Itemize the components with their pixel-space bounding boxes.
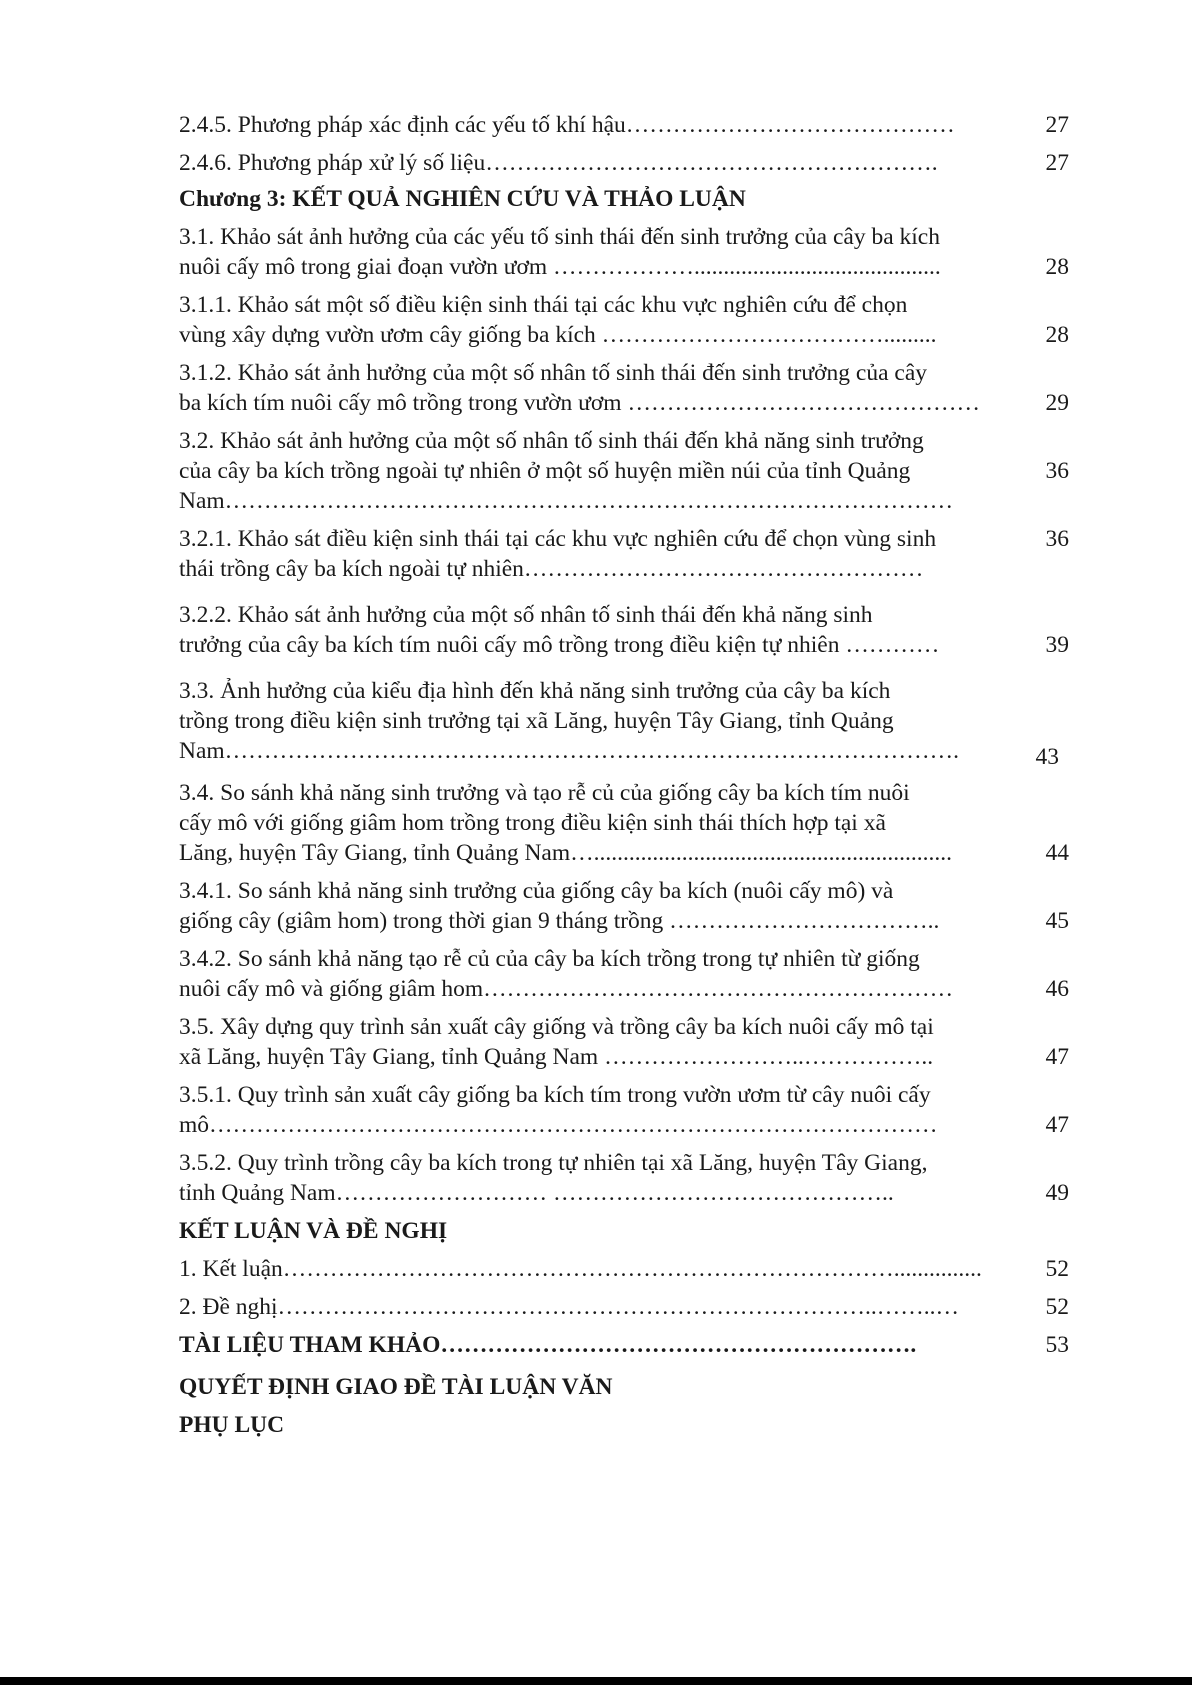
conclusion-heading: KẾT LUẬN VÀ ĐỀ NGHỊ xyxy=(179,1218,448,1244)
toc-page-number: 52 xyxy=(1045,1256,1069,1282)
toc-page-number: 36 xyxy=(1045,458,1069,484)
toc-entry-3-2 xyxy=(179,426,1069,516)
toc-page-number: 47 xyxy=(1045,1044,1069,1070)
toc-entry-3-4-1 xyxy=(179,876,1069,936)
chapter-3-heading: Chương 3: KẾT QUẢ NGHIÊN CỨU VÀ THẢO LUẬN xyxy=(179,186,746,212)
decision-heading: QUYẾT ĐỊNH GIAO ĐỀ TÀI LUẬN VĂN xyxy=(179,1374,613,1400)
toc-entry-text: 3.4.1. So sánh khả năng sinh trưởng của giống cây ba kích (nuôi cấy mô) và giống cây (giâm hom) trong thời gian 9 tháng trồng …………………………….. xyxy=(179,878,940,934)
toc-entry-3-5-2 xyxy=(179,1148,1069,1208)
toc-page-number: 29 xyxy=(1045,390,1069,416)
toc-entry-text: 2.4.6. Phương pháp xử lý số liệu…………………………………………………. xyxy=(179,150,938,176)
toc-page-number: 45 xyxy=(1045,908,1069,934)
toc-entry-text: 3.4.2. So sánh khả năng tạo rễ củ của cây ba kích trồng trong tự nhiên từ giống nuôi cấy mô và giống giâm hom…………………………………………………… xyxy=(179,946,954,1002)
toc-page-number: 27 xyxy=(1045,112,1069,138)
toc-entry-3-4 xyxy=(179,778,1069,868)
toc-entry-text: 3.1.1. Khảo sát một số điều kiện sinh thái tại các khu vực nghiên cứu để chọn vùng xây dựng vườn ươm cây giống ba kích ………………………………......... xyxy=(179,292,937,348)
toc-entry-3-1-1 xyxy=(179,290,1069,350)
page-bottom-edge xyxy=(0,1677,1192,1685)
toc-page-number: 46 xyxy=(1045,976,1069,1002)
toc-entry-text: 2.4.5. Phương pháp xác định các yếu tố khí hậu…………………………………… xyxy=(179,112,955,138)
toc-page-number: 47 xyxy=(1045,1112,1069,1138)
toc-entry-3-4-2 xyxy=(179,944,1069,1004)
toc-entry-text: 1. Kết luận……………………………………………………………………............... xyxy=(179,1256,982,1282)
toc-entry-text: 3.1. Khảo sát ảnh hưởng của các yếu tố sinh thái đến sinh trưởng của cây ba kích nuôi cấy mô trong giai đoạn vườn ươm ……………….......................................... xyxy=(179,224,941,280)
toc-entry-text: 3.2. Khảo sát ảnh hưởng của một số nhân tố sinh thái đến khả năng sinh trưởng của cây ba kích trồng ngoài tự nhiên ở một số huyện miền núi của tỉnh Quảng Nam………………………………………………………………………………… xyxy=(179,428,954,514)
toc-entry-3-1 xyxy=(179,222,1069,282)
toc-page-number: 53 xyxy=(1045,1332,1069,1358)
toc-entry-text: 3.5.1. Quy trình sản xuất cây giống ba kích tím trong vườn ươm từ cây nuôi cấy mô………………………………………………………………………………… xyxy=(179,1082,938,1138)
toc-page-number: 52 xyxy=(1045,1294,1069,1320)
toc-entry-text: 3.1.2. Khảo sát ảnh hưởng của một số nhân tố sinh thái đến sinh trưởng của cây ba kích tím nuôi cấy mô trồng trong vườn ươm ……………………………………… xyxy=(179,360,980,416)
toc-entry-text: 3.3. Ảnh hưởng của kiểu địa hình đến khả năng sinh trưởng của cây ba kích trồng trong điều kiện sinh trưởng tại xã Lăng, huyện Tây Giang, tỉnh Quảng Nam…………………………………………………………………………………. xyxy=(179,678,960,764)
toc-page-number: 28 xyxy=(1045,254,1069,280)
toc-page-number: 49 xyxy=(1045,1180,1069,1206)
toc-page-number: 43 xyxy=(1035,744,1059,770)
toc-entry-references xyxy=(179,1330,1069,1360)
toc-entry-3-2-2 xyxy=(179,600,1069,660)
toc-entry-text: TÀI LIỆU THAM KHẢO……………………………………………………. xyxy=(179,1332,917,1358)
toc-entry-3-3 xyxy=(179,676,1069,770)
toc-page-number: 36 xyxy=(1045,526,1069,552)
toc-page-number: 39 xyxy=(1045,632,1069,658)
toc-entry-recommendation xyxy=(179,1292,1069,1322)
toc-entry-text: 3.4. So sánh khả năng sinh trưởng và tạo rễ củ của giống cây ba kích tím nuôi cấy mô với giống giâm hom trồng trong điều kiện sinh thái thích hợp tại xã Lăng, huyện Tây Giang, tỉnh Quảng Nam…............................................................. xyxy=(179,780,953,866)
table-of-contents xyxy=(179,110,1069,1440)
toc-entry-3-5-1 xyxy=(179,1080,1069,1140)
toc-entry-2-4-5 xyxy=(179,110,1069,140)
toc-page-number: 27 xyxy=(1045,150,1069,176)
toc-entry-text: 3.5.2. Quy trình trồng cây ba kích trong tự nhiên tại xã Lăng, huyện Tây Giang, tỉnh Quảng Nam……………………… …………………………………….. xyxy=(179,1150,928,1206)
toc-entry-3-2-1 xyxy=(179,524,1069,584)
toc-entry-text: 3.2.1. Khảo sát điều kiện sinh thái tại các khu vực nghiên cứu để chọn vùng sinh thái trồng cây ba kích ngoài tự nhiên…………………………………………… xyxy=(179,526,937,582)
toc-entry-3-1-2 xyxy=(179,358,1069,418)
toc-entry-conclusion xyxy=(179,1254,1069,1284)
toc-page-number: 28 xyxy=(1045,322,1069,348)
toc-page-number: 44 xyxy=(1045,840,1069,866)
toc-entry-text: 2. Đề nghị…………………………………………………………………..……..… xyxy=(179,1294,960,1320)
toc-entry-text: 3.5. Xây dựng quy trình sản xuất cây giống và trồng cây ba kích nuôi cấy mô tại xã Lăng, huyện Tây Giang, tỉnh Quảng Nam ……………………..…………….. xyxy=(179,1014,934,1070)
toc-entry-3-5 xyxy=(179,1012,1069,1072)
toc-entry-text: 3.2.2. Khảo sát ảnh hưởng của một số nhân tố sinh thái đến khả năng sinh trưởng của cây ba kích tím nuôi cấy mô trồng trong điều kiện tự nhiên ………… xyxy=(179,602,940,658)
toc-entry-2-4-6 xyxy=(179,148,1069,178)
appendix-heading: PHỤ LỤC xyxy=(179,1412,285,1438)
